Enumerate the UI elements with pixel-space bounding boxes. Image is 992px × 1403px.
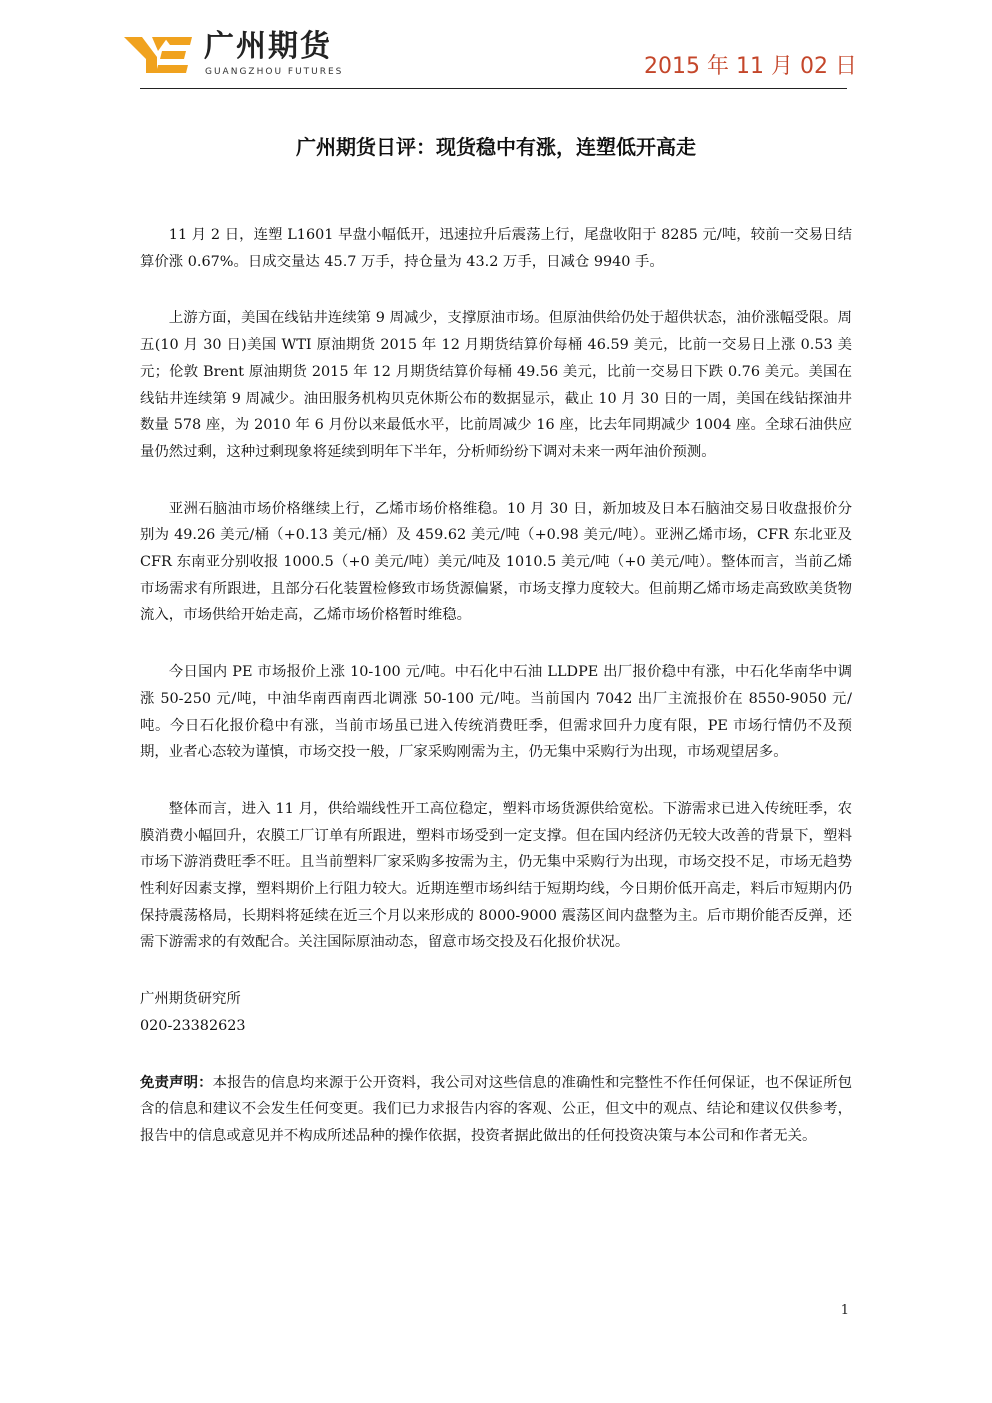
contact-org: 广州期货研究所 <box>140 991 241 1008</box>
paragraph-upstream-crude: 上游方面，美国在线钻井连续第 9 周减少，支撑原油市场。但原油供给仍处于超供状态，油价涨幅受限。周五(10 月 30 日)美国 WTI 原油期货 2015 年 12 月期货结算价每桶 46.59 美元，比前一交易日上涨 0.53 美元；伦敦 Brent 原油期货 2015 年 12 月期货结算价每桶 49.56 美元，比前一交易日下跌 0.76 美元。美国在线钻井连续第 9 周减少。油田服务机构贝克休斯公布的数据显示，截止 10 月 30 日的一周，美国在线钻探油井数量 578 座，为 2010 年 6 月份以来最低水平，比前周减少 16 座，比去年同期减少 1004 座。全球石油供应量仍然过剩，这种过剩现象将延续到明年下半年，分析师纷纷下调对未来一两年油价预测。 <box>140 310 852 460</box>
contact-phone: 020-23382623 <box>140 1017 246 1034</box>
report-body <box>140 222 852 1150</box>
page-number: 1 <box>840 1303 849 1318</box>
brand-name-cn: 广州期货 <box>204 29 332 64</box>
header-divider <box>140 88 847 89</box>
disclaimer-text: 本报告的信息均来源于公开资料，我公司对这些信息的准确性和完整性不作任何保证，也不保证所包含的信息和建议不会发生任何变更。我们已力求报告内容的客观、公正，但文中的观点、结论和建议仅供参考，报告中的信息或意见并不构成所述品种的操作依据，投资者据此做出的任何投资决策与本公司和作者无关。 <box>140 1074 852 1144</box>
paragraph-market-summary: 11 月 2 日，连塑 L1601 早盘小幅低开，迅速拉升后震荡上行，尾盘收阳于 8285 元/吨，较前一交易日结算价涨 0.67%。日成交量达 45.7 万手，持仓量为 43.2 万手，日减仓 9940 手。 <box>140 227 852 270</box>
disclaimer-label: 免责声明： <box>140 1073 213 1091</box>
document-title: 广州期货日评：现货稳中有涨，连塑低开高走 <box>296 135 696 159</box>
paragraph-domestic-pe: 今日国内 PE 市场报价上涨 10-100 元/吨。中石化中石油 LLDPE 出厂报价稳中有涨，中石化华南华中调涨 50-250 元/吨，中油华南西南西北调涨 50-100 元/吨。当前国内 7042 出厂主流报价在 8550-9050 元/吨。今日石化报价稳中有涨，当前市场虽已进入传统消费旺季，但需求回升力度有限，PE 市场行情仍不及预期，业者心态较为谨慎，市场交投一般，厂家采购刚需为主，仍无集中采购行为出现，市场观望居多。 <box>140 664 852 761</box>
paragraph-outlook: 整体而言，进入 11 月，供给端线性开工高位稳定，塑料市场货源供给宽松。下游需求已进入传统旺季，农膜消费小幅回升，农膜工厂订单有所跟进，塑料市场受到一定支撑。但在国内经济仍无较大改善的背景下，塑料市场下游消费旺季不旺。且当前塑料厂家采购多按需为主，仍无集中采购行为出现，市场交投不足，市场无趋势性利好因素支撑，塑料期价上行阻力较大。近期连塑市场纠结于短期均线，今日期价低开高走，料后市短期内仍保持震荡格局，长期料将延续在近三个月以来形成的 8000-9000 震荡区间内盘整为主。后市期价能否反弹，还需下游需求的有效配合。关注国际原油动态，留意市场交投及石化报价状况。 <box>140 800 852 951</box>
contact-block <box>140 986 852 1039</box>
report-date: 2015 年 11 月 02 日 <box>644 54 857 79</box>
company-logo-icon <box>122 35 192 75</box>
brand-name-en: GUANGZHOU FUTURES <box>205 67 344 77</box>
paragraph-naphtha-ethylene: 亚洲石脑油市场价格继续上行，乙烯市场价格维稳。10 月 30 日，新加坡及日本石脑油交易日收盘报价分别为 49.26 美元/桶（+0.13 美元/桶）及 459.62 美元/吨（+0.98 美元/吨）。亚洲乙烯市场，CFR 东北亚及 CFR 东南亚分别收报 1000.5（+0 美元/吨）美元/吨及 1010.5 美元/吨（+0 美元/吨）。整体而言，当前乙烯市场需求有所跟进，且部分石化装置检修致市场货源偏紧，市场支撑力度较大。但前期乙烯市场走高致欧美货物流入，市场供给开始走高，乙烯市场价格暂时维稳。 <box>140 500 852 624</box>
disclaimer <box>140 1070 852 1150</box>
